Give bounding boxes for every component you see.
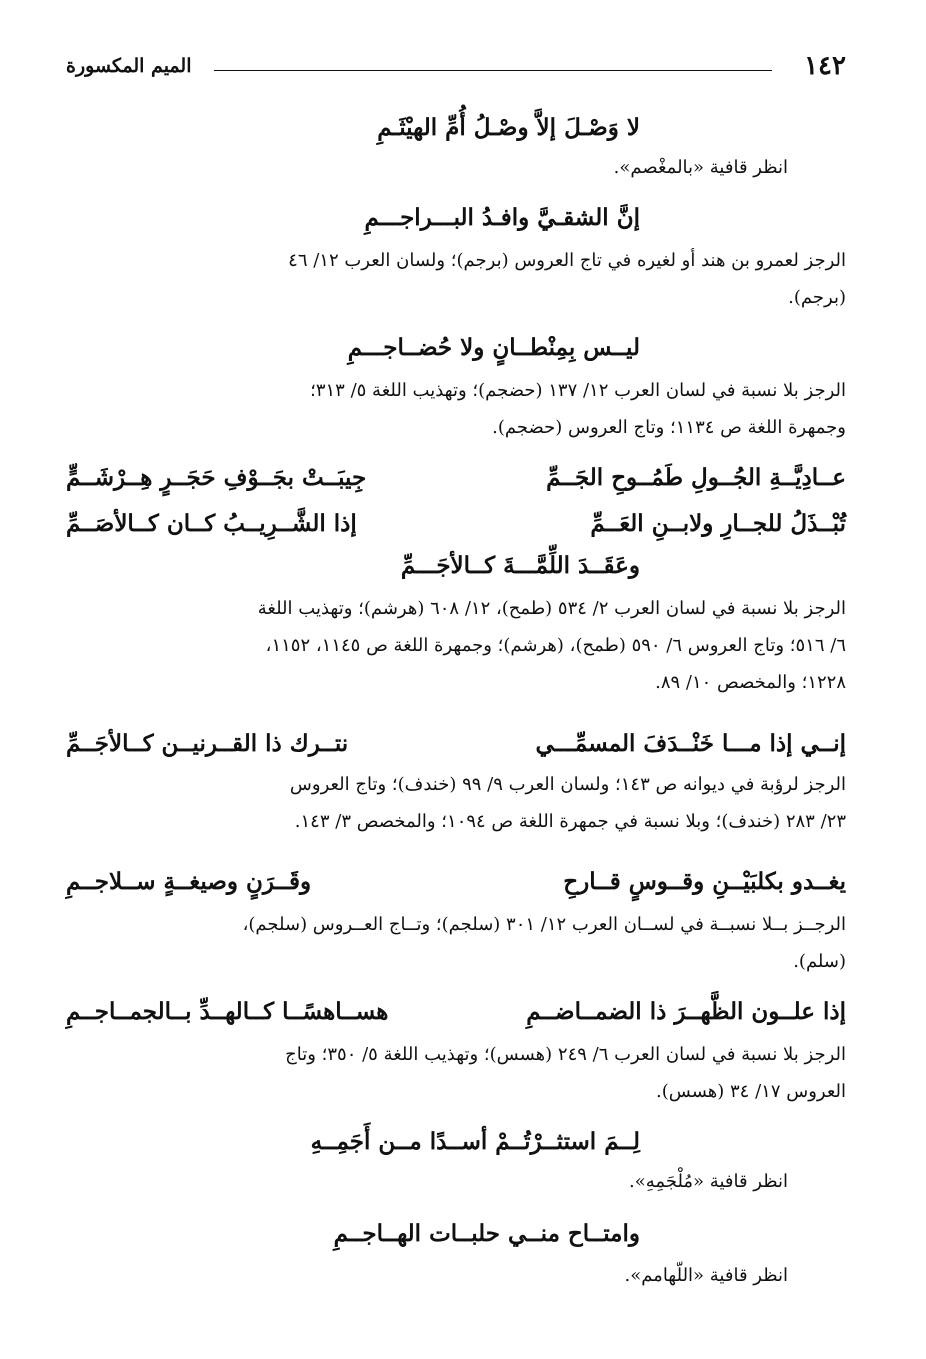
verse-line: وعَقَــدَ اللِّمَّـــةَ كــالأجَـــمِّ bbox=[400, 552, 640, 579]
verse-line bbox=[66, 456, 846, 500]
footnote-line: (سلم). bbox=[793, 951, 846, 972]
footnote bbox=[66, 1036, 846, 1110]
footnote bbox=[66, 590, 846, 701]
verse-line: لا وَصْـلَ إلاَّ وصْـلُ أُمِّ الهيْثَـمِ bbox=[377, 114, 640, 141]
footnote-line: ٦/ ٥١٦؛ وتاج العروس ٦/ ٥٩٠ (طمح)، (هرشم)؛ وجمهرة اللغة ص ١١٤٥، ١١٥٢، bbox=[265, 635, 846, 656]
verse-line bbox=[66, 722, 846, 766]
hemistich-second: هســاهسًــا كــالهــدِّ بــالجمــاجــمِ bbox=[66, 998, 389, 1025]
hemistich-second: نتــرك ذا القــرنيــن كــالأجَــمِّ bbox=[66, 730, 349, 757]
footnote-line: الرجز لعمرو بن هند أو لغيره في تاج العروس (برجم)؛ ولسان العرب ١٢/ ٤٦ bbox=[288, 250, 846, 271]
cross-reference: انظر قافية «مُلْجَمِهِ». bbox=[629, 1171, 788, 1192]
footnote-line: الرجز بلا نسبة في لسان العرب ٢/ ٥٣٤ (طمح)، ١٢/ ٦٠٨ (هرشم)؛ وتهذيب اللغة bbox=[257, 598, 846, 619]
hemistich-second: وقَــرَنٍ وصيغــةٍ ســلاجــمِ bbox=[66, 868, 312, 895]
footnote bbox=[66, 766, 846, 840]
verse-line: لِــمَ استثــرْتُــمْ أســدًا مــن أَجَمِــهِ bbox=[310, 1128, 640, 1155]
verse-line: إنَّ الشقـيَّ وافـدُ البـــراجـــمِ bbox=[364, 204, 640, 231]
page-header bbox=[66, 48, 846, 84]
footnote-line: وجمهرة اللغة ص ١١٣٤؛ وتاج العروس (حضجم). bbox=[492, 417, 846, 438]
footnote-line: الرجز بلا نسبة في لسان العرب ٦/ ٢٤٩ (هسس)؛ وتهذيب اللغة ٥/ ٣٥٠؛ وتاج bbox=[285, 1044, 846, 1065]
footnote bbox=[66, 242, 846, 316]
hemistich-second: إذا الشَّــرِيــبُ كــان كــالأصَــمِّ bbox=[66, 510, 357, 537]
footnote-line: الرجز بلا نسبة في لسان العرب ١٢/ ١٣٧ (حضجم)؛ وتهذيب اللغة ٥/ ٣١٣؛ bbox=[310, 380, 846, 401]
verse-line bbox=[66, 860, 846, 904]
cross-reference: انظر قافية «اللّهامم». bbox=[624, 1265, 788, 1286]
verse-line: وامتــاح منــي حلبــات الهــاجــمِ bbox=[333, 1220, 640, 1247]
footnote-line: ١٢٢٨؛ والمخصص ١٠/ ٨٩. bbox=[655, 672, 846, 693]
footnote-line: العروس ١٧/ ٣٤ (هسس). bbox=[656, 1081, 846, 1102]
hemistich-first: إذا علــون الظَّهــرَ ذا الضمــاضــمِ bbox=[526, 998, 846, 1025]
running-title: الميم المكسورة bbox=[66, 55, 192, 77]
footnote-line: ٢٣/ ٢٨٣ (خندف)؛ وبلا نسبة في جمهرة اللغة ص ١٠٩٤؛ والمخصص ٣/ ١٤٣. bbox=[294, 811, 846, 832]
verse-line: ليــس بِمِنْطــانٍ ولا حُضــاجـــمِ bbox=[347, 334, 640, 361]
hemistich-first: إنــي إذا مـــا خَنْــدَفَ المسمِّـــي bbox=[535, 730, 846, 757]
hemistich-second: جِيبَــتْ بجَــوْفِ حَجَــرٍ هِــرْشَــمٍّ bbox=[66, 464, 367, 491]
footnote bbox=[66, 906, 846, 980]
verse-line bbox=[66, 990, 846, 1034]
hemistich-first: عــادِيَّــةِ الجُــولِ طَمُــوحِ الجَــمِّ bbox=[546, 464, 846, 491]
cross-reference: انظر قافية «بالمغْصم». bbox=[613, 157, 788, 178]
hemistich-first: تُبْــذَلُ للجــارِ ولابــنِ العَــمِّ bbox=[590, 510, 846, 537]
footnote-line: الرجز لرؤبة في ديوانه ص ١٤٣؛ ولسان العرب ٩/ ٩٩ (خندف)؛ وتاج العروس bbox=[289, 774, 846, 795]
footnote-line: (برجم). bbox=[788, 287, 846, 308]
footnote-line: الرجــز بــلا نسبــة في لســان العرب ١٢/ ٣٠١ (سلجم)؛ وتــاج العــروس (سلجم)، bbox=[242, 914, 846, 935]
hemistich-first: يغــدو بكلبَيْــنِ وقــوسٍ قــارحِ bbox=[563, 868, 846, 895]
page-number: ١٤٢ bbox=[804, 51, 846, 81]
footnote bbox=[66, 372, 846, 446]
verse-line bbox=[66, 502, 846, 546]
header-rule bbox=[214, 70, 772, 71]
